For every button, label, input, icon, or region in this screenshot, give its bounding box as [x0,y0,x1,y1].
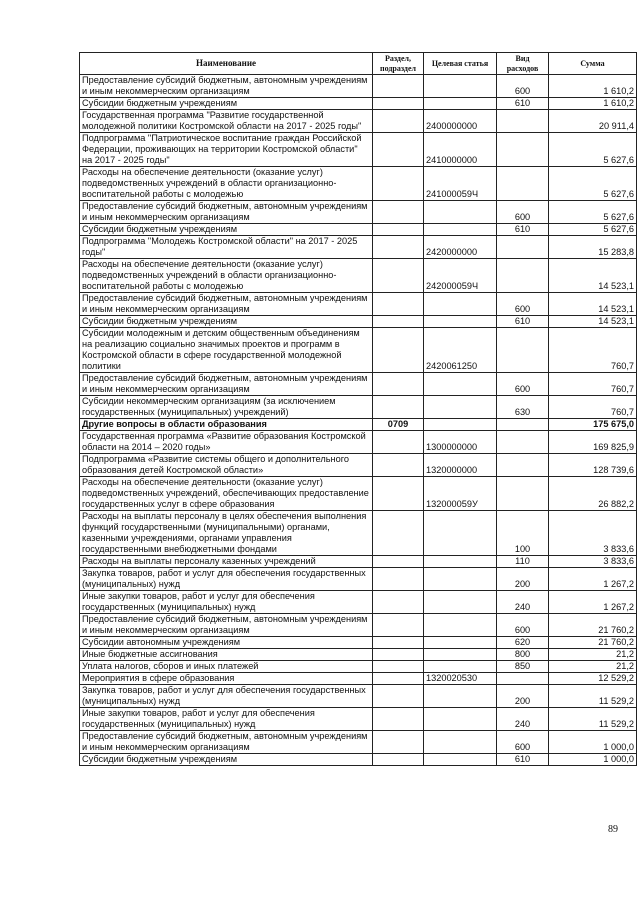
cell-target [424,396,497,419]
cell-name: Предоставление субсидий бюджетным, автономным учреждениям и иным некоммерческим организациям [80,614,373,637]
cell-kind [497,167,549,201]
table-row [80,396,637,419]
header-target: Целевая статья [424,53,497,75]
cell-name: Расходы на выплаты персоналу казенных учреждений [80,556,373,568]
cell-target [424,316,497,328]
cell-name: Закупка товаров, работ и услуг для обеспечения государственных (муниципальных) нужд [80,685,373,708]
cell-name: Предоставление субсидий бюджетным, автономным учреждениям и иным некоммерческим организациям [80,373,373,396]
cell-section [373,236,424,259]
cell-sum: 21 760,2 [549,637,637,649]
table-row [80,293,637,316]
cell-target [424,685,497,708]
cell-section [373,685,424,708]
table-row [80,637,637,649]
table-row [80,754,637,766]
cell-sum: 175 675,0 [549,419,637,431]
cell-target [424,614,497,637]
cell-name: Предоставление субсидий бюджетным, автономным учреждениям и иным некоммерческим организациям [80,75,373,98]
cell-target [424,568,497,591]
cell-section [373,110,424,133]
cell-sum: 11 529,2 [549,685,637,708]
cell-section [373,637,424,649]
cell-kind: 610 [497,316,549,328]
table-row [80,133,637,167]
cell-section [373,98,424,110]
cell-name: Уплата налогов, сборов и иных платежей [80,661,373,673]
table-body [80,75,637,766]
cell-target: 2420000000 [424,236,497,259]
cell-target [424,201,497,224]
cell-section [373,477,424,511]
table-row [80,236,637,259]
cell-name: Субсидии молодежным и детским общественным объединениям на реализацию социально значимых проектов и программ в Костромской области в сфере государственной молодежной политики [80,328,373,373]
cell-target: 1320020530 [424,673,497,685]
table-row [80,110,637,133]
cell-section [373,556,424,568]
cell-sum: 26 882,2 [549,477,637,511]
cell-target [424,708,497,731]
cell-name: Подпрограмма "Молодежь Костромской области" на 2017 - 2025 годы" [80,236,373,259]
table-row [80,373,637,396]
cell-sum: 21,2 [549,649,637,661]
cell-sum: 14 523,1 [549,316,637,328]
cell-sum: 1 267,2 [549,568,637,591]
cell-target: 1320000000 [424,454,497,477]
cell-sum: 5 627,6 [549,133,637,167]
cell-section [373,431,424,454]
table-header-row [80,53,637,75]
cell-kind [497,328,549,373]
table-row [80,419,637,431]
cell-name: Предоставление субсидий бюджетным, автономным учреждениям и иным некоммерческим организациям [80,293,373,316]
cell-name: Мероприятия в сфере образования [80,673,373,685]
cell-target [424,293,497,316]
cell-target [424,637,497,649]
cell-target [424,511,497,556]
cell-section [373,396,424,419]
cell-section [373,454,424,477]
cell-name: Расходы на обеспечение деятельности (оказание услуг) подведомственных учреждений, обеспечивающих предоставление государственных услуг в сфере образования [80,477,373,511]
cell-sum: 5 627,6 [549,201,637,224]
cell-sum: 3 833,6 [549,511,637,556]
cell-sum: 20 911,4 [549,110,637,133]
cell-name: Предоставление субсидий бюджетным, автономным учреждениям и иным некоммерческим организациям [80,201,373,224]
table-row [80,454,637,477]
cell-kind [497,133,549,167]
cell-sum: 14 523,1 [549,259,637,293]
cell-target: 2420061250 [424,328,497,373]
cell-name: Расходы на обеспечение деятельности (оказание услуг) подведомственных учреждений в области организационно-воспитательной работы с молодежью [80,167,373,201]
cell-section [373,133,424,167]
cell-sum: 11 529,2 [549,708,637,731]
cell-target [424,75,497,98]
table-row [80,328,637,373]
cell-section [373,316,424,328]
table-row [80,731,637,754]
cell-section [373,511,424,556]
cell-section [373,259,424,293]
table-row [80,614,637,637]
cell-sum: 21 760,2 [549,614,637,637]
cell-name: Подпрограмма "Патриотическое воспитание граждан Российской Федерации, проживающих на территории Костромской области" на 2017 - 2025 годы" [80,133,373,167]
cell-section [373,568,424,591]
cell-target [424,224,497,236]
table-row [80,167,637,201]
cell-kind: 610 [497,224,549,236]
cell-kind: 600 [497,293,549,316]
cell-kind: 600 [497,201,549,224]
table-row [80,649,637,661]
cell-section [373,754,424,766]
cell-target [424,373,497,396]
cell-target [424,754,497,766]
header-sum: Сумма [549,53,637,75]
cell-target: 241000059Ч [424,167,497,201]
cell-name: Другие вопросы в области образования [80,419,373,431]
table-row [80,685,637,708]
cell-kind [497,431,549,454]
cell-target: 1300000000 [424,431,497,454]
table-row [80,316,637,328]
cell-section [373,373,424,396]
table-row [80,661,637,673]
cell-name: Субсидии некоммерческим организациям (за исключением государственных (муниципальных) учреждений) [80,396,373,419]
cell-section [373,673,424,685]
page-number: 89 [608,824,618,835]
cell-kind: 110 [497,556,549,568]
cell-kind: 610 [497,754,549,766]
cell-kind: 850 [497,661,549,673]
table-row [80,568,637,591]
cell-kind: 630 [497,396,549,419]
header-name: Наименование [80,53,373,75]
cell-name: Субсидии автономным учреждениям [80,637,373,649]
cell-kind: 610 [497,98,549,110]
cell-sum: 5 627,6 [549,224,637,236]
cell-target [424,731,497,754]
cell-name: Расходы на обеспечение деятельности (оказание услуг) подведомственных учреждений в области организационно-воспитательной работы с молодежью [80,259,373,293]
table-row [80,75,637,98]
cell-kind: 200 [497,568,549,591]
table-row [80,259,637,293]
cell-section [373,661,424,673]
cell-section: 0709 [373,419,424,431]
table-row [80,201,637,224]
cell-section [373,591,424,614]
cell-section [373,328,424,373]
cell-kind: 100 [497,511,549,556]
cell-kind [497,419,549,431]
cell-sum: 14 523,1 [549,293,637,316]
table-row [80,591,637,614]
cell-kind: 240 [497,708,549,731]
table-row [80,431,637,454]
cell-name: Закупка товаров, работ и услуг для обеспечения государственных (муниципальных) нужд [80,568,373,591]
table-row [80,708,637,731]
cell-target [424,98,497,110]
cell-section [373,224,424,236]
cell-sum: 5 627,6 [549,167,637,201]
cell-target: 242000059Ч [424,259,497,293]
table-row [80,477,637,511]
table-row [80,511,637,556]
cell-target: 132000059У [424,477,497,511]
cell-name: Субсидии бюджетным учреждениям [80,224,373,236]
header-section: Раздел, подраздел [373,53,424,75]
cell-kind: 600 [497,373,549,396]
cell-kind: 620 [497,637,549,649]
cell-kind: 240 [497,591,549,614]
cell-target: 2410000000 [424,133,497,167]
cell-target: 2400000000 [424,110,497,133]
cell-target [424,419,497,431]
cell-kind [497,673,549,685]
cell-section [373,614,424,637]
cell-section [373,75,424,98]
cell-name: Субсидии бюджетным учреждениям [80,316,373,328]
cell-kind [497,477,549,511]
table-row [80,98,637,110]
cell-kind: 200 [497,685,549,708]
cell-kind [497,236,549,259]
cell-kind [497,454,549,477]
cell-sum: 1 267,2 [549,591,637,614]
cell-sum: 760,7 [549,328,637,373]
cell-sum: 128 739,6 [549,454,637,477]
cell-sum: 1 000,0 [549,731,637,754]
cell-kind: 600 [497,614,549,637]
cell-sum: 169 825,9 [549,431,637,454]
cell-name: Подпрограмма «Развитие системы общего и дополнительного образования детей Костромской области» [80,454,373,477]
cell-section [373,167,424,201]
cell-sum: 760,7 [549,396,637,419]
cell-name: Государственная программа «Развитие образования Костромской области на 2014 – 2020 годы» [80,431,373,454]
cell-section [373,293,424,316]
cell-sum: 15 283,8 [549,236,637,259]
cell-section [373,708,424,731]
table-row [80,556,637,568]
cell-name: Иные бюджетные ассигнования [80,649,373,661]
cell-name: Расходы на выплаты персоналу в целях обеспечения выполнения функций государственными (муниципальными) органами, казенными учреждениями, органами управления государственными внебюджетными фондами [80,511,373,556]
cell-name: Иные закупки товаров, работ и услуг для обеспечения государственных (муниципальных) нужд [80,591,373,614]
cell-name: Предоставление субсидий бюджетным, автономным учреждениям и иным некоммерческим организациям [80,731,373,754]
cell-section [373,201,424,224]
cell-sum: 21,2 [549,661,637,673]
cell-kind: 600 [497,731,549,754]
table-row [80,673,637,685]
cell-sum: 1 610,2 [549,98,637,110]
header-kind: Вид расходов [497,53,549,75]
table-row [80,224,637,236]
cell-sum: 1 610,2 [549,75,637,98]
cell-kind: 600 [497,75,549,98]
budget-table [79,52,637,766]
cell-sum: 1 000,0 [549,754,637,766]
cell-name: Иные закупки товаров, работ и услуг для обеспечения государственных (муниципальных) нужд [80,708,373,731]
cell-section [373,731,424,754]
cell-sum: 12 529,2 [549,673,637,685]
cell-kind: 800 [497,649,549,661]
cell-target [424,649,497,661]
cell-section [373,649,424,661]
cell-name: Субсидии бюджетным учреждениям [80,754,373,766]
cell-kind [497,259,549,293]
cell-kind [497,110,549,133]
cell-sum: 760,7 [549,373,637,396]
cell-target [424,661,497,673]
cell-name: Субсидии бюджетным учреждениям [80,98,373,110]
cell-target [424,591,497,614]
cell-target [424,556,497,568]
cell-sum: 3 833,6 [549,556,637,568]
cell-name: Государственная программа "Развитие государственной молодежной политики Костромской области на 2017 - 2025 годы" [80,110,373,133]
